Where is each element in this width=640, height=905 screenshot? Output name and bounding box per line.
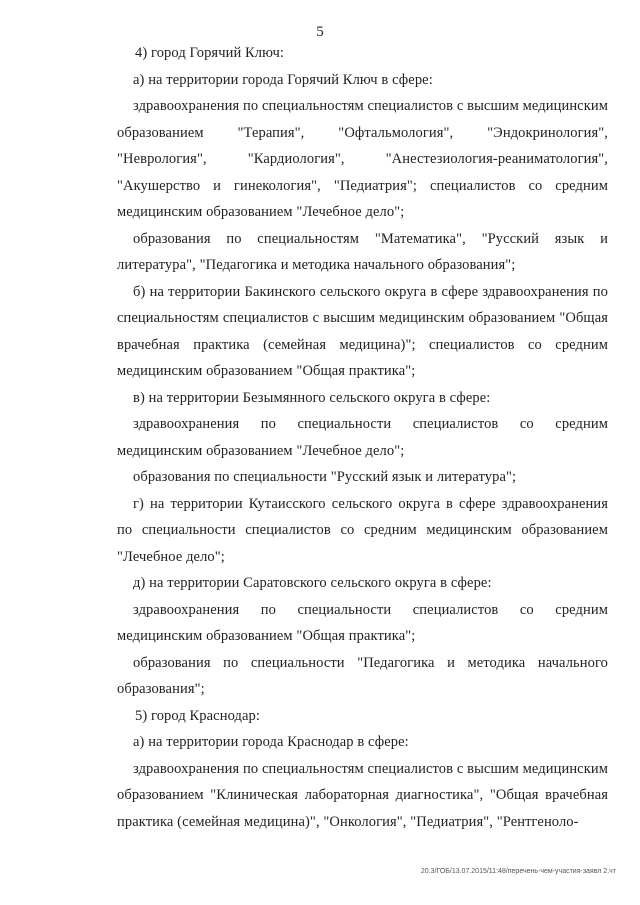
paragraph-health-item-v: здравоохранения по специальности специалистов со средним медицинским образованием "Лечебное дело"; [117,416,608,459]
paragraph-city-goryachy-klyuch: 4) город Горячий Ключ: [135,45,285,61]
paragraph-item-a: а) на территории города Горячий Ключ в сфере: [133,71,433,88]
document-body [117,40,608,835]
paragraph-health-specialties: здравоохранения по специальностям специалистов с высшим медицинским образованием "Терапия", "Офтальмология", "Эндокринология", "Неврология", "Кардиология", "Анестезиология-реаниматология", "Акушерство и гинекология", "Педиатрия"; специалистов со средним медицинским образованием "Лечебное дело"; [117,98,608,220]
paragraph-item-g: г) на территории Кутаисского сельского округа в сфере здравоохранения по специальности специалистов со средним медицинским образованием "Лечебное дело"; [117,495,608,565]
paragraph-health-item-d: здравоохранения по специальности специалистов со средним медицинским образованием "Общая практика"; [117,601,608,644]
paragraph-city-krasnodar: 5) город Краснодар: [135,707,261,724]
paragraph-education-item-v: образования по специальности "Русский язык и литература"; [133,469,517,485]
paragraph-education-specialties: образования по специальностям "Математика", "Русский язык и литература", "Педагогика и методика начального образования"; [117,230,608,273]
paragraph-krasnodar-health: здравоохранения по специальностям специалистов с высшим медицинским образованием "Клиническая лабораторная диагностика", "Общая врачебная практика (семейная медицина)", "Онкология", "Педиатрия", "Рентгеноло- [117,760,608,830]
footer-file-stamp: 20.3/ГОБ/13.07.2015/11:48/перечень-чем-участия-заявл 2.чт [420,868,616,875]
paragraph-education-item-d: образования по специальности "Педагогика и методика начального образования"; [117,654,608,697]
paragraph-krasnodar-item-a: а) на территории города Краснодар в сфере: [133,734,409,750]
paragraph-item-d: д) на территории Саратовского сельского округа в сфере: [133,575,492,591]
page-number: 5 [316,24,324,40]
paragraph-item-b: б) на территории Бакинского сельского округа в сфере здравоохранения по специальностям специалистов с высшим медицинским образованием "Общая врачебная практика (семейная медицина)"; специалистов со средним медицинским образованием "Общая практика"; [117,283,608,379]
paragraph-item-v: в) на территории Безымянного сельского округа в сфере: [133,389,491,406]
